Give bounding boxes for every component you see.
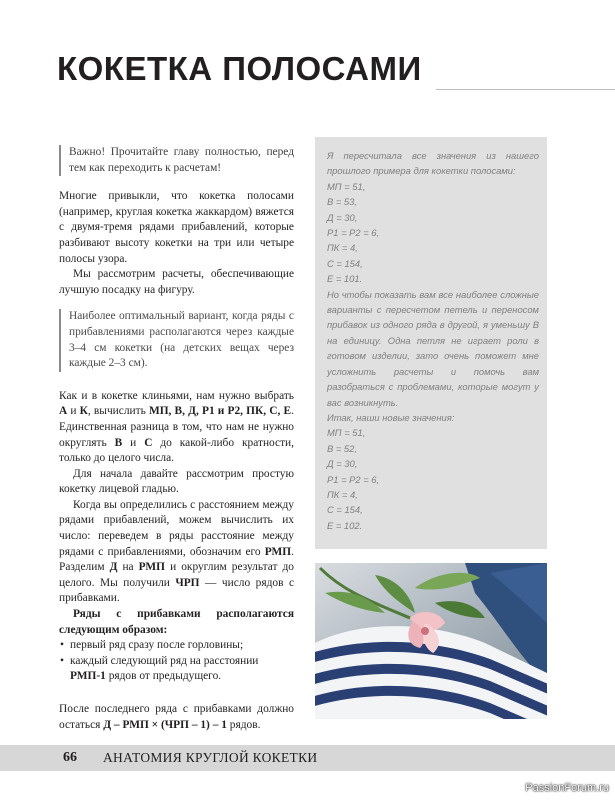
value-line: Д = 30, bbox=[327, 458, 358, 470]
value-line: ПК = 4, bbox=[327, 242, 358, 254]
value-line: МП = 51, bbox=[327, 180, 366, 192]
watermark: PassionForum.ru bbox=[525, 782, 609, 794]
bold-term: В bbox=[114, 436, 123, 449]
title-rule bbox=[436, 89, 615, 90]
paragraph-4: Для начала давайте рассмотрим простую кокетку лицевой гладью. bbox=[59, 467, 294, 496]
text-run: и округлим результат до целого. Мы получили bbox=[59, 561, 294, 589]
text-run: на bbox=[117, 561, 139, 574]
bold-term: РМП bbox=[264, 545, 292, 558]
bold-term: РМП bbox=[138, 561, 166, 574]
bullet-item-1: • первый ряд сразу после горловины; bbox=[59, 638, 294, 654]
text-run: Когда вы определились с расстоянием между рядами прибавлений, можем вычислить их число: переведем в ряды расстояние между рядами с прибавлениями, обозначим его bbox=[59, 498, 294, 558]
text-run: , вычислить bbox=[87, 405, 149, 418]
paragraph-2: Мы рассмотрим расчеты, обеспечивающие лучшую посадку на фигуру. bbox=[59, 268, 294, 296]
text-run: — число рядов с прибавками. bbox=[59, 576, 294, 605]
text-run: Как и в кокетке клиньями, нам нужно выбрать bbox=[59, 389, 294, 402]
sidebar-intro: Я пересчитала все значения из нашего прошлого примера для кокетки полосами: bbox=[327, 150, 539, 177]
bold-term: К bbox=[79, 405, 88, 418]
sidebar-values-intro: Итак, наши новые значения: bbox=[327, 411, 455, 423]
bold-term: С bbox=[144, 436, 153, 449]
sidebar-values-2 bbox=[327, 425, 539, 533]
value-line: В = 53, bbox=[327, 196, 357, 208]
bold-formula: Д – РМП × (ЧРП – 1) – 1 bbox=[103, 718, 227, 731]
bold-term: А bbox=[59, 405, 68, 418]
bullet-list bbox=[59, 638, 294, 685]
bold-term: Д bbox=[109, 561, 118, 574]
bullet-item-2 bbox=[59, 654, 294, 685]
main-column bbox=[59, 145, 294, 733]
value-line: ПК = 4, bbox=[327, 488, 358, 500]
value-line: С = 154, bbox=[327, 257, 363, 269]
text-run: до какой-либо кратности, только до целого числа. bbox=[59, 436, 294, 465]
optimal-note: Наиболее оптимальный вариант, когда ряды с прибавлениями располагаются через каждые 3–4 см кокетки (на детских вещах через каждые 2–3 см). bbox=[59, 309, 294, 371]
value-line: Р1 = Р2 = 6, bbox=[327, 473, 380, 485]
paragraph-6 bbox=[59, 607, 294, 638]
text-run: рядов от предыдущего. bbox=[105, 670, 222, 683]
text-run: . Единственная разница в том, что нам не нужно округлять bbox=[59, 405, 294, 449]
value-line: В = 52, bbox=[327, 442, 357, 454]
running-head: АНАТОМИЯ КРУГЛОЙ КОКЕТКИ bbox=[103, 750, 318, 765]
page-title: КОКЕТКА ПОЛОСАМИ bbox=[57, 50, 422, 87]
paragraph-7 bbox=[59, 702, 294, 733]
sidebar-values-1 bbox=[327, 179, 539, 287]
sidebar-body: Но чтобы показать вам все наиболее сложные варианты с пересчетом петель и переносом прибавок из одного ряда в другой, я уменьшу В на единицу. Одна петля не играет роли в готовом изделии, зато очень поможет мне усложнить расчеты и помочь вам разобраться с проблемами, которые могут у вас возникнуть. bbox=[327, 288, 539, 408]
text-run: рядов. bbox=[226, 718, 261, 731]
text-run: и bbox=[122, 436, 145, 449]
text-run: каждый следующий ряд на расстоянии bbox=[70, 654, 259, 667]
paragraph-5 bbox=[59, 498, 294, 607]
knitted-yoke-photo bbox=[315, 563, 547, 719]
bold-heading: Ряды с прибавками располагаются следующим образом: bbox=[59, 608, 294, 636]
sidebar-text bbox=[327, 148, 539, 533]
paragraph-1: Многие привыкли, что кокетка полосами (например, круглая кокетка жаккардом) вяжется с двумя-тремя рядами прибавлений, которые разбивают высоту кокетки на три или четыре полосы узора. bbox=[59, 190, 294, 265]
value-line: Р1 = Р2 = 6, bbox=[327, 227, 380, 239]
paragraph-3 bbox=[59, 389, 294, 467]
important-note: Важно! Прочитайте главу полностью, перед тем как переходить к расчетам! bbox=[59, 145, 294, 176]
bold-term: РМП-1 bbox=[70, 670, 106, 683]
value-line: Е = 101. bbox=[327, 273, 363, 285]
value-line: С = 154, bbox=[327, 504, 363, 516]
value-line: Е = 102. bbox=[327, 519, 363, 531]
photo-illustration bbox=[315, 563, 547, 719]
text-run: После последнего ряда с прибавками должно остаться bbox=[59, 703, 294, 731]
page-number: 66 bbox=[63, 750, 77, 765]
value-line: Д = 30, bbox=[327, 211, 358, 223]
text-run: . Разделим bbox=[59, 545, 294, 574]
value-line: МП = 51, bbox=[327, 427, 366, 439]
text-run: и bbox=[67, 405, 80, 418]
bold-term: ЧРП bbox=[175, 576, 200, 589]
bold-term: МП, В, Д, Р1 и Р2, ПК, С, Е bbox=[148, 405, 292, 418]
